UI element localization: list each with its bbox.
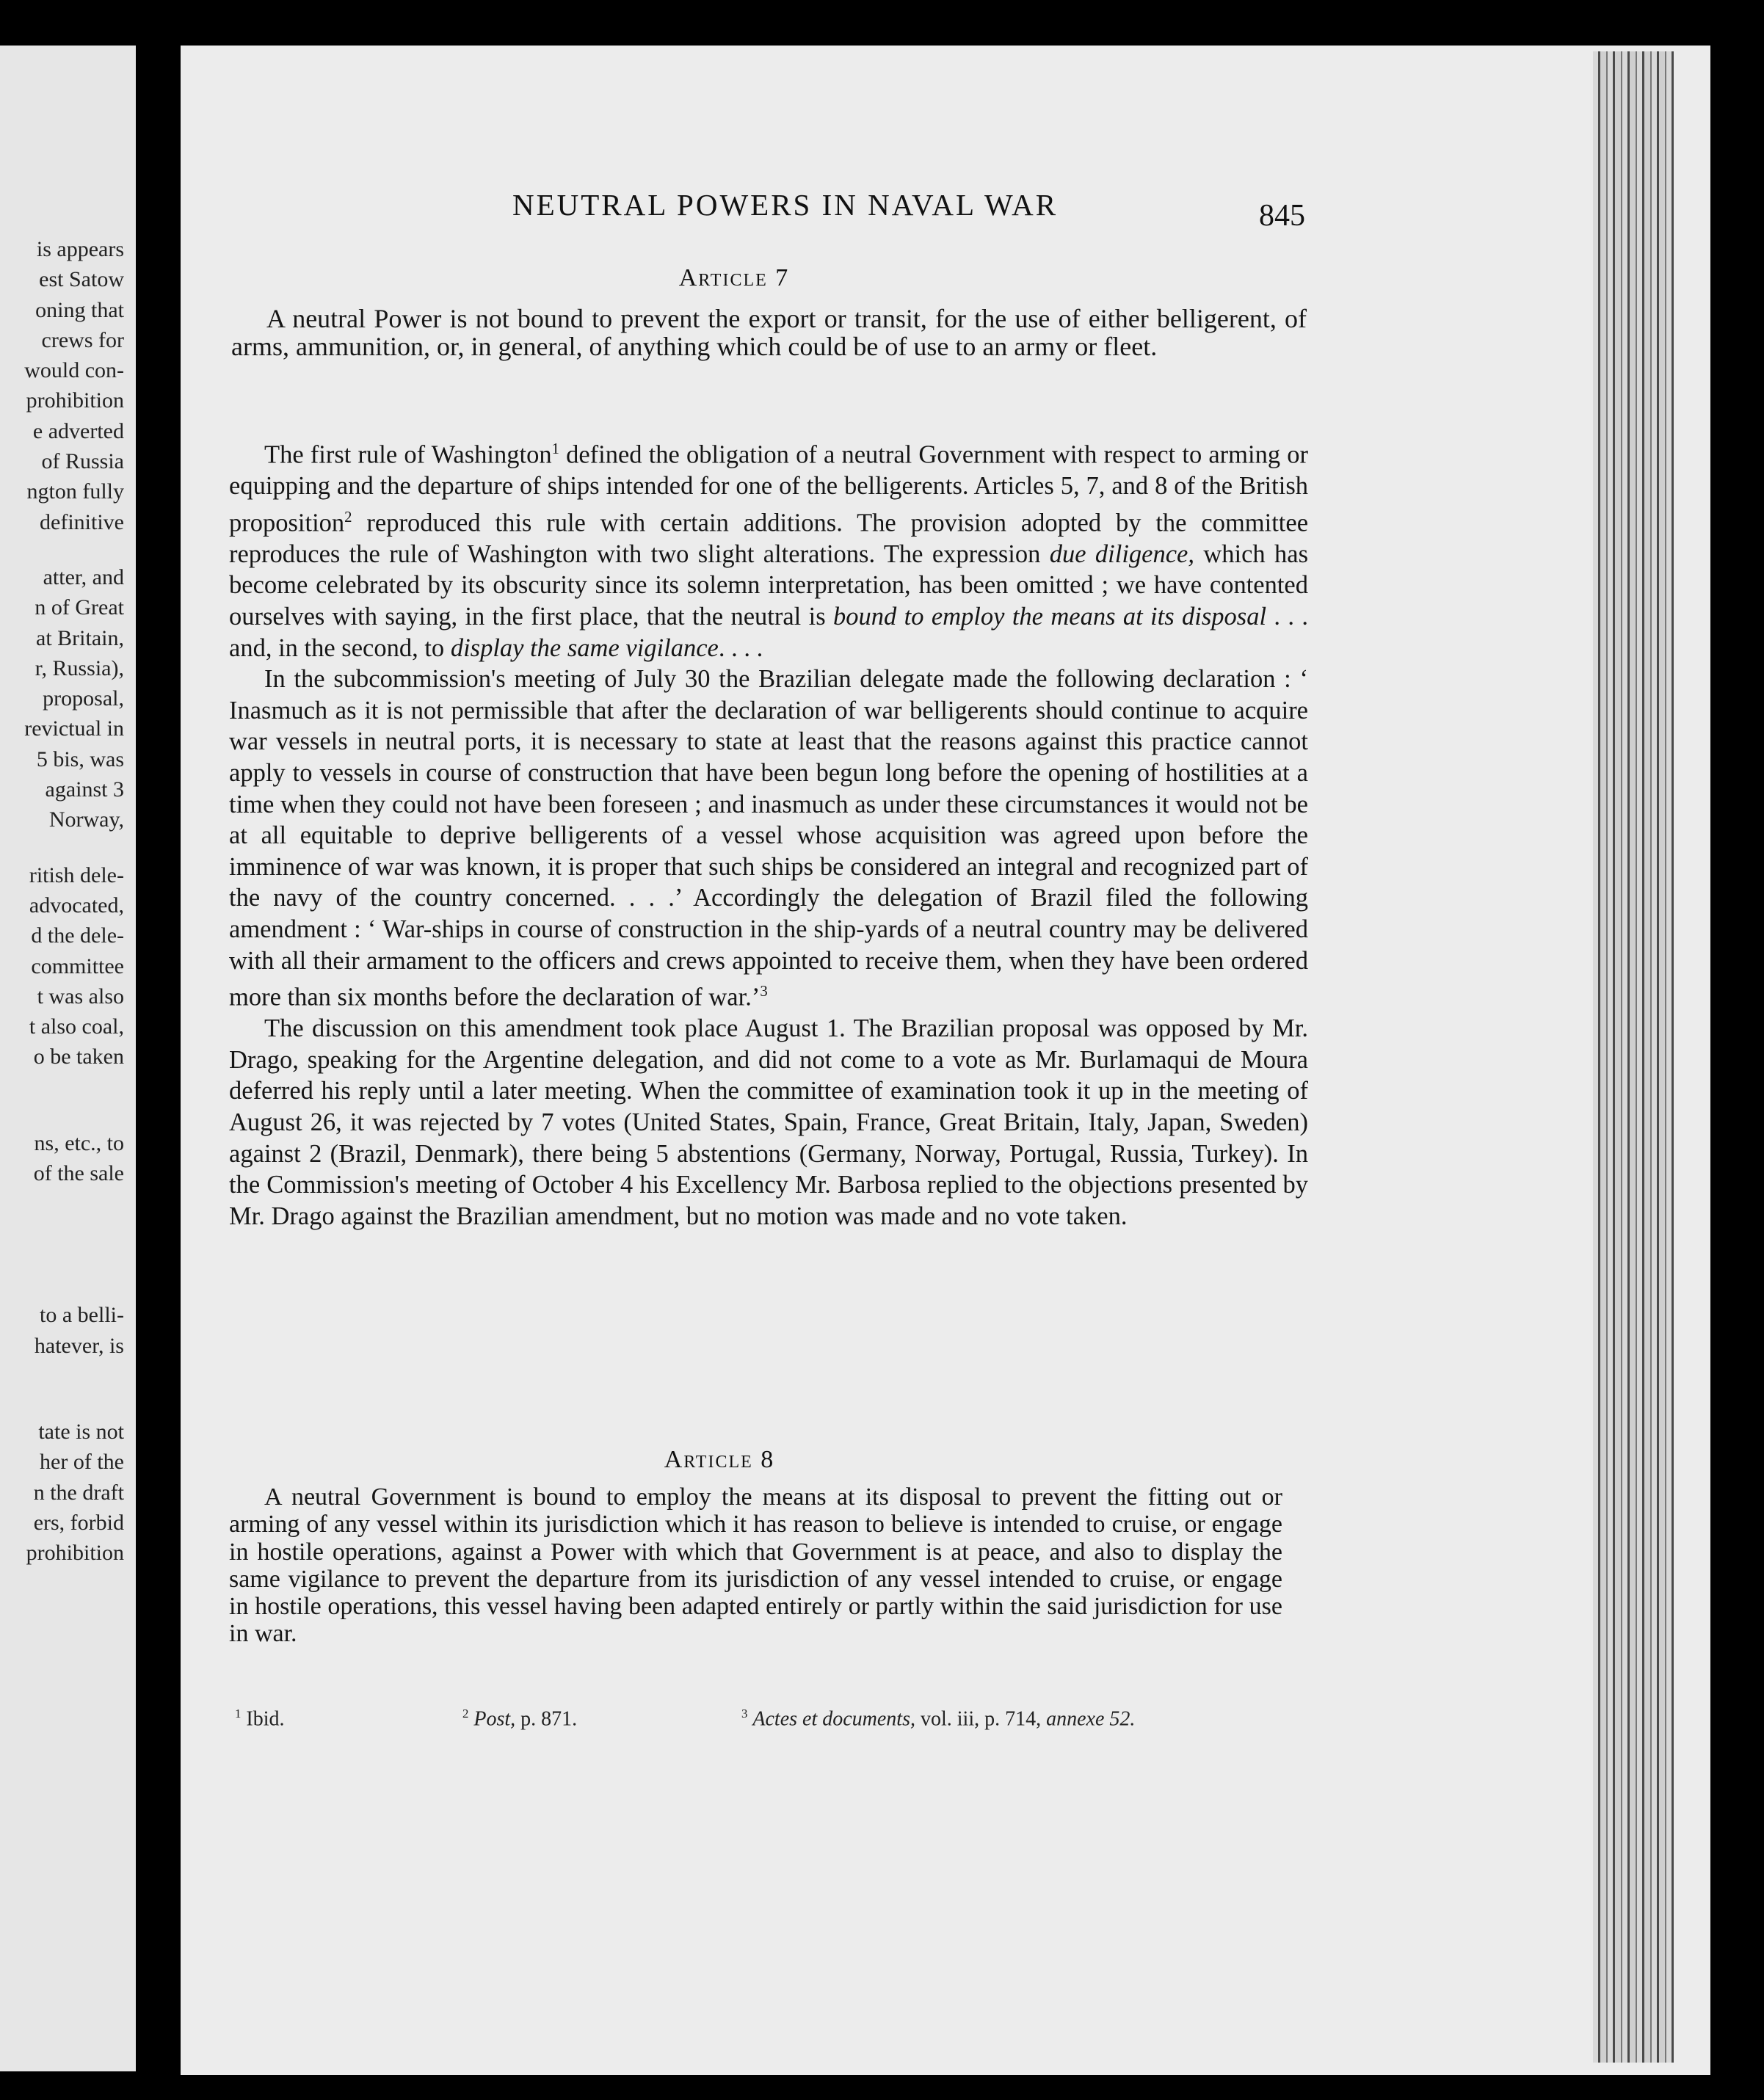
text-line: prohibition: [26, 1541, 124, 1566]
text-line: e adverted: [32, 418, 124, 443]
text-line: hatever, is: [34, 1333, 124, 1358]
text-line: ns, etc., to: [34, 1130, 124, 1155]
commentary: [229, 434, 1308, 1232]
paragraph: In the subcommission's meeting of July 30 the Brazilian delegate made the following declaration : ‘ Inasmuch as it is not permissible that after the declaration of war belligerents should continue to acquire war vessels in neutral ports, it is necessary to state at least that the reasons against this practice cannot apply to vessels in course of construction that have been begun long before the opening of hostilities at a time when they could not have been foreseen ; and inasmuch as under these circumstances it would not be at all equitable to deprive belligerents of a vessel whose acquisition was agreed upon before the imminence of war was known, it is proper that such ships be considered an integral and recognized part of the navy of the country concerned. . . .’ Accordingly the delegation of Brazil filed the following amendment : ‘ War-ships in course of construction in the ship-yards of a neutral country may be delivered with all their armament to the officers and crews appointed to receive them, when they have been ordered more than six months before the declaration of war.’$^3$: [229, 665, 1308, 1011]
article-7-heading: Article 7: [678, 264, 790, 291]
text-line: Norway,: [48, 807, 124, 832]
text-line: at Britain,: [36, 625, 124, 650]
text-line: committee: [31, 953, 124, 978]
text-line: proposal,: [43, 686, 124, 711]
text-line: ritish dele-: [29, 862, 124, 887]
text-line: r, Russia),: [35, 655, 124, 680]
running-head: NEUTRAL POWERS IN NAVAL WAR: [512, 188, 1059, 222]
text-line: definitive: [40, 509, 124, 534]
text-line: ngton fully: [26, 479, 124, 504]
paragraph: The discussion on this amendment took place August 1. The Brazilian proposal was opposed by Mr. Drago, speaking for the Argentine delegation, and did not come to a vote as Mr. Burlamaqui de Moura deferred his reply until a later meeting. When the committee of examination took it up in the meeting of August 26, it was rejected by 7 votes (United States, Spain, France, Great Britain, Italy, Japan, Sweden) against 2 (Brazil, Denmark), there being 5 abstentions (Germany, Norway, Portugal, Russia, Turkey). In the Commission's meeting of October 4 his Excellency Mr. Barbosa replied to the objections presented by Mr. Drago against the Brazilian amendment, but no motion was made and no vote taken.: [229, 1014, 1308, 1230]
text-line: t was also: [37, 984, 124, 1009]
text-line: prohibition: [26, 388, 124, 413]
footnote-ref: 2: [344, 509, 352, 526]
text-line: would con-: [24, 358, 124, 383]
text-line: to a belli-: [40, 1303, 124, 1328]
article-8-heading: Article 8: [664, 1446, 775, 1473]
footnote-1: $^1$ Ibid.: [235, 1707, 285, 1731]
text-line: n the draft: [33, 1480, 124, 1505]
facing-page-text: [24, 234, 124, 1568]
text-line: n of Great: [35, 595, 124, 620]
rule-text: A neutral Power is not bound to prevent the export or transit, for the use of either belligerent, of arms, ammunition, or, in general, of anything which could be of use to an army or fleet.: [231, 304, 1307, 361]
footnote-3: $^3$ Actes et documents, vol. iii, p. 714, annexe 52.: [741, 1707, 1136, 1731]
text-line: o be taken: [33, 1044, 124, 1069]
text-line: ers, forbid: [33, 1510, 124, 1535]
text-line: t also coal,: [29, 1014, 124, 1039]
article-7-rule: [231, 305, 1307, 360]
text-line: revictual in: [24, 716, 124, 741]
text-line: tate is not: [38, 1419, 124, 1444]
text-line: est Satow: [39, 267, 124, 292]
footnote-2: $^2$ Post, p. 871.: [462, 1707, 578, 1731]
page-number: 845: [1259, 199, 1305, 233]
text-line: d the dele-: [31, 923, 124, 948]
footnote-ref: 1: [551, 441, 559, 457]
text-line: crews for: [41, 327, 124, 352]
facing-page-left: [0, 46, 136, 2071]
text-line: of the sale: [33, 1161, 124, 1186]
rule-text: A neutral Government is bound to employ the means at its disposal to prevent the fitting out or arming of any vessel within its jurisdiction which it has reason to believe is intended to cruise, or engage in hostile operations, against a Power with which that Government is at peace, and also to display the same vigilance to prevent the departure from its jurisdiction of any vessel intended to cruise, or engage in hostile operations, this vessel having been adapted entirely or partly within the said jurisdiction for use in war.: [229, 1483, 1282, 1648]
article-8-rule: [229, 1483, 1282, 1648]
text-line: oning that: [35, 297, 124, 322]
text-line: advocated,: [29, 893, 124, 918]
text-line: her of the: [40, 1450, 124, 1475]
text-line: 5 bis, was: [36, 746, 124, 771]
text-line: against 3: [45, 777, 124, 802]
paragraph: The first rule of Washington$^1$ defined the obligation of a neutral Government with respect to arming or equipping and the departure of ships intended for one of the belligerents. Articles 5, 7, and 8 of the British proposition$^2$ reproduced this rule with certain additions. The provision adopted by the committee reproduces the rule of Washington with two slight alterations. The expression due diligence, which has become celebrated by its obscurity since its solemn interpretation, has been omitted ; we have contented ourselves with saying, in the first place, that the neutral is bound to employ the means at its disposal . . . and, in the second, to display the same vigilance. . . .: [229, 440, 1309, 662]
page-edges: [1593, 51, 1674, 2063]
footnote-ref: 3: [760, 984, 768, 1000]
text-line: atter, and: [43, 564, 124, 589]
text-line: of Russia: [41, 449, 124, 474]
text-line: is appears: [36, 237, 124, 261]
